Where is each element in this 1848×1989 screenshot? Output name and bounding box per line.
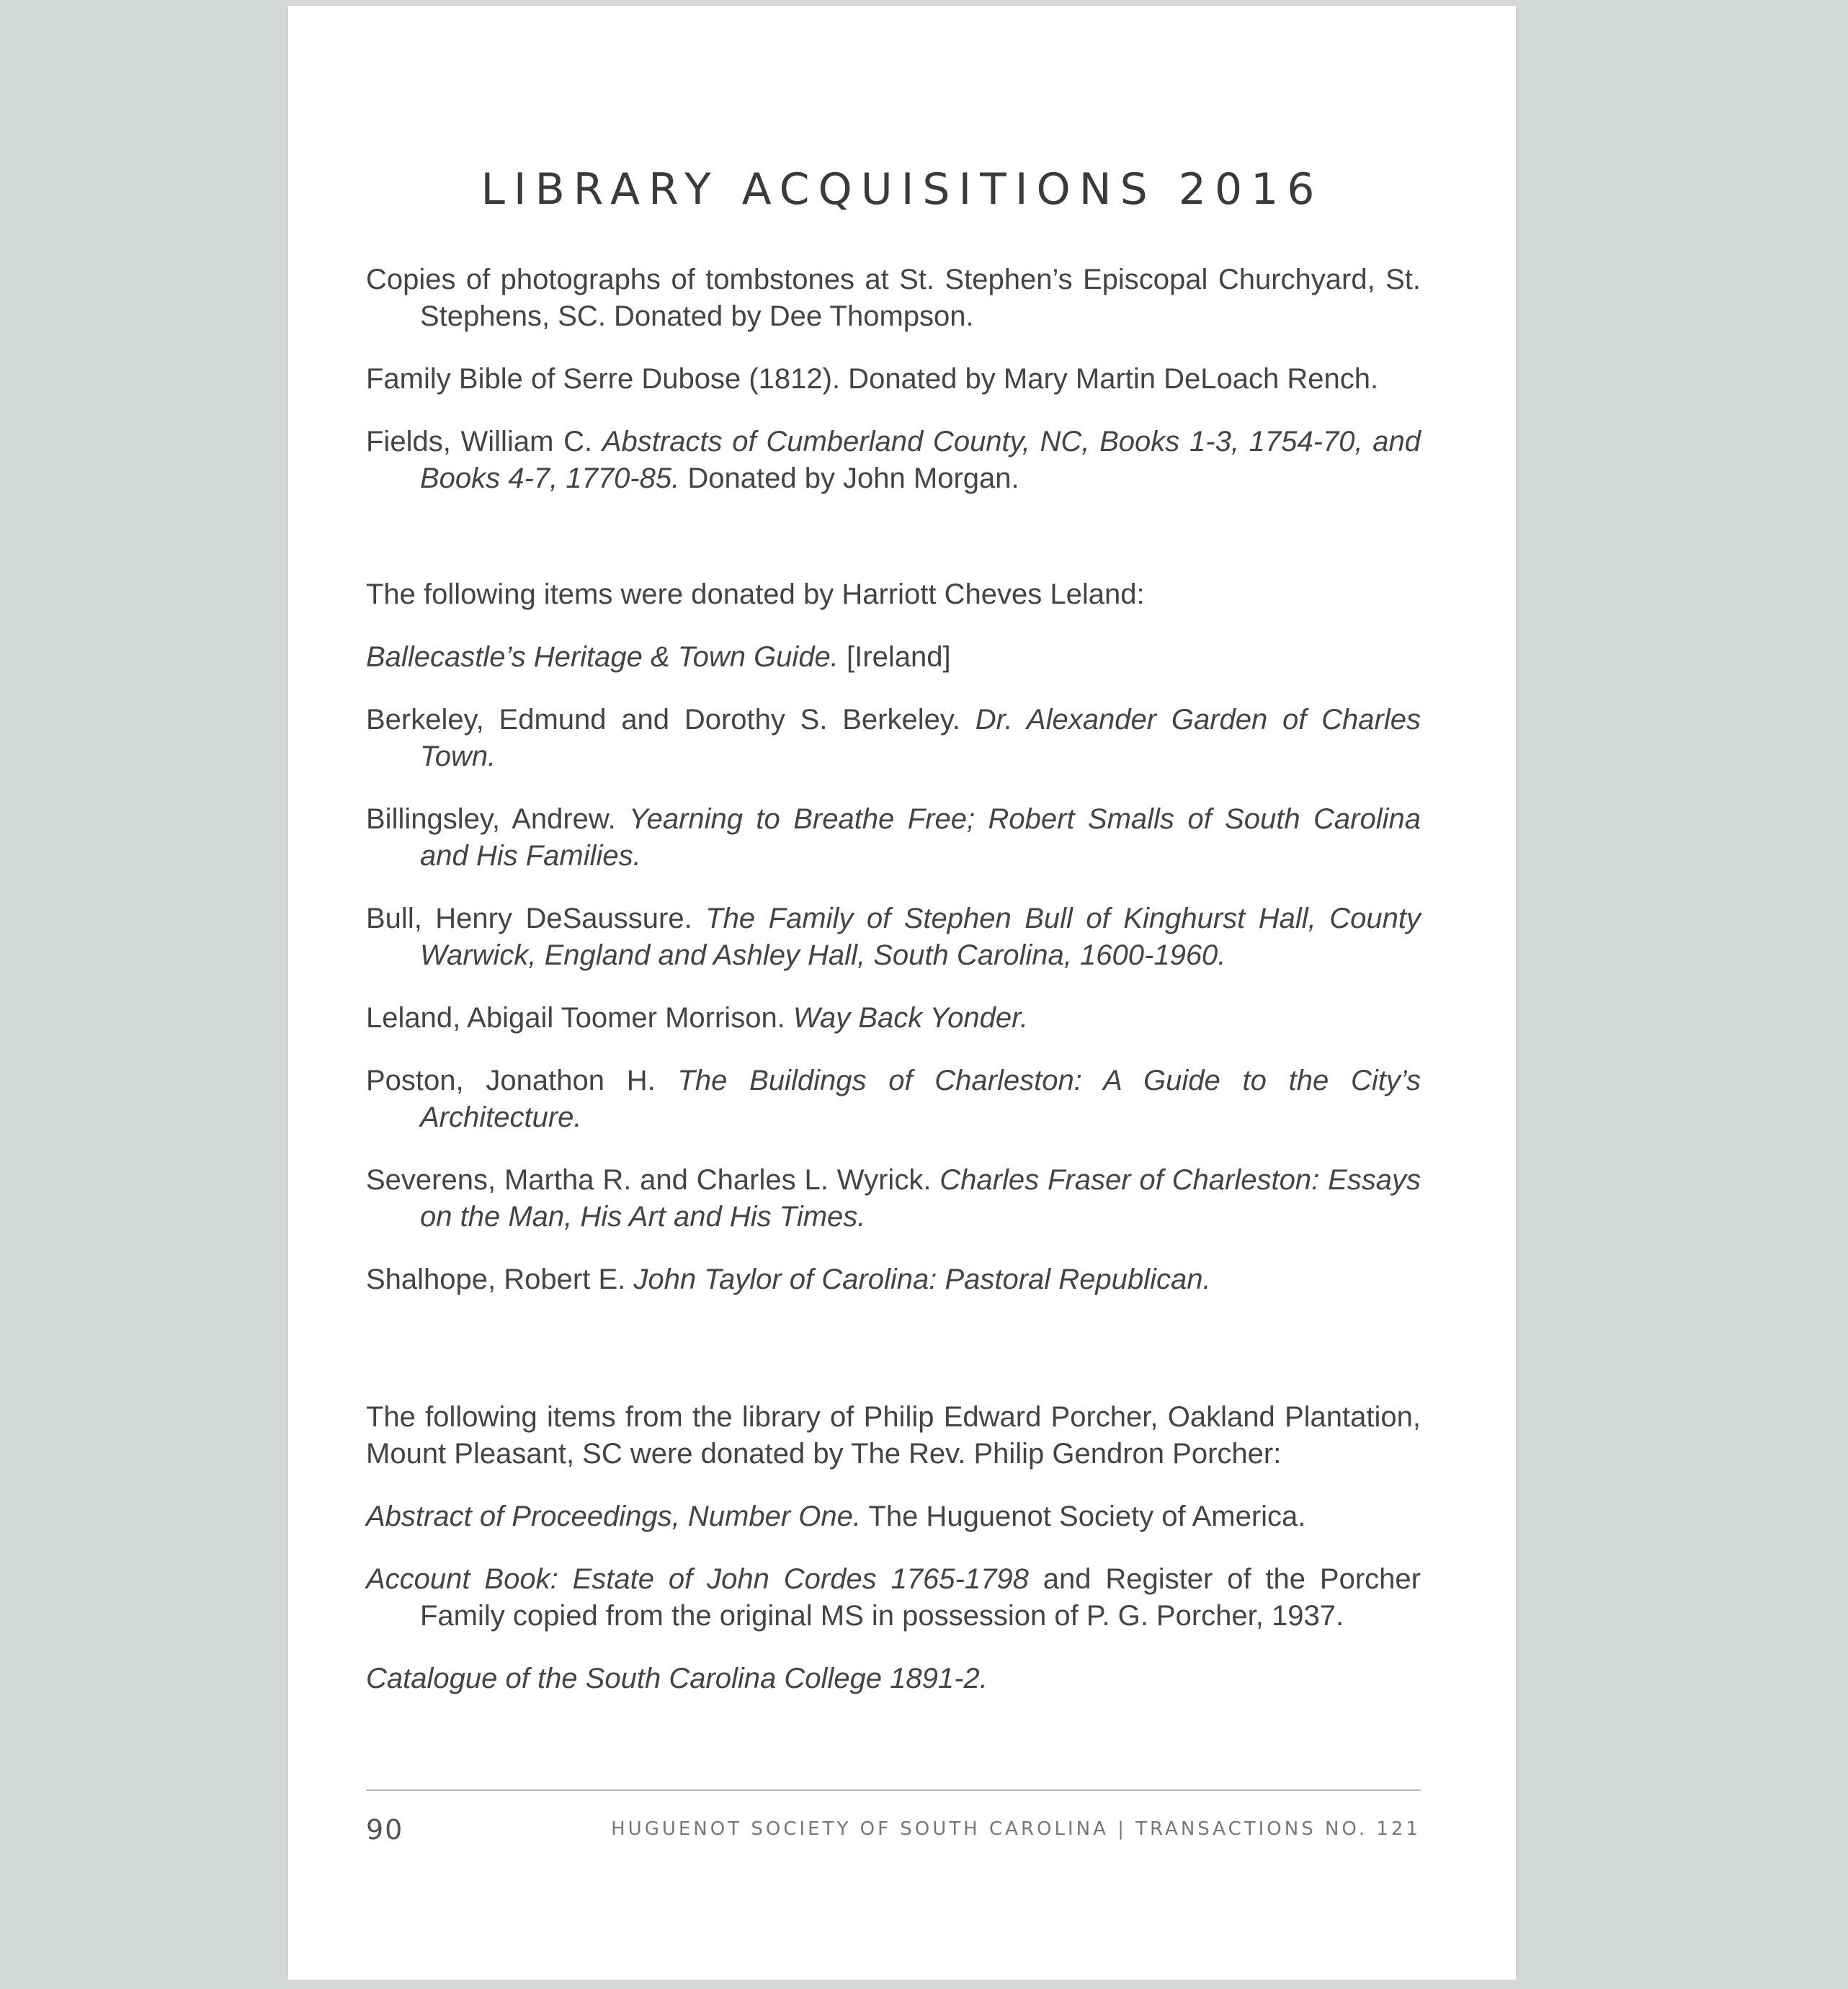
page-title: LIBRARY ACQUISITIONS 2016: [481, 164, 1323, 215]
list-item: Account Book: Estate of John Cordes 1765-1798 and Register of the Porcher Family copied from the original MS in possession of P. G. Porcher, 1937.: [366, 1563, 1421, 1632]
list-item: Poston, Jonathon H. The Buildings of Charleston: A Guide to the City’s Architecture.: [366, 1065, 1421, 1133]
list-item: Leland, Abigail Toomer Morrison. Way Back Yonder.: [366, 1002, 1029, 1034]
list-item: Family Bible of Serre Dubose (1812). Donated by Mary Martin DeLoach Rench.: [366, 363, 1379, 395]
list-item: Billingsley, Andrew. Yearning to Breathe Free; Robert Smalls of South Carolina and His Families.: [366, 803, 1421, 872]
section-intro: The following items were donated by Harriott Cheves Leland:: [366, 578, 1145, 610]
list-item: Berkeley, Edmund and Dorothy S. Berkeley. Dr. Alexander Garden of Charles Town.: [366, 704, 1421, 772]
list-item: Bull, Henry DeSaussure. The Family of Stephen Bull of Kinghurst Hall, County Warwick, England and Ashley Hall, South Carolina, 1600-1960.: [366, 903, 1421, 971]
footer-divider: [366, 1789, 1421, 1791]
running-footer: HUGUENOT SOCIETY OF SOUTH CAROLINA | TRANSACTIONS NO. 121: [611, 1818, 1421, 1840]
section-intro: The following items from the library of Philip Edward Porcher, Oakland Plantation, Mount Pleasant, SC were donated by The Rev. Philip Gendron Porcher:: [366, 1401, 1421, 1470]
page-number: 90: [366, 1814, 404, 1846]
list-item: Severens, Martha R. and Charles L. Wyrick. Charles Fraser of Charleston: Essays on the Man, His Art and His Times.: [366, 1164, 1421, 1233]
list-item: Abstract of Proceedings, Number One. The Huguenot Society of America.: [366, 1501, 1306, 1532]
list-item: Fields, William C. Abstracts of Cumberland County, NC, Books 1-3, 1754-70, and Books 4-7, 1770-85. Donated by John Morgan.: [366, 426, 1421, 494]
acquisitions-list: [366, 262, 1421, 1723]
list-item: Shalhope, Robert E. John Taylor of Carolina: Pastoral Republican.: [366, 1264, 1211, 1295]
list-item: Catalogue of the South Carolina College 1891-2.: [366, 1663, 988, 1694]
list-item: Ballecastle’s Heritage & Town Guide. [Ireland]: [366, 641, 951, 673]
page: [288, 6, 1516, 1980]
list-item: Copies of photographs of tombstones at St. Stephen’s Episcopal Churchyard, St. Stephens, SC. Donated by Dee Thompson.: [366, 264, 1421, 332]
